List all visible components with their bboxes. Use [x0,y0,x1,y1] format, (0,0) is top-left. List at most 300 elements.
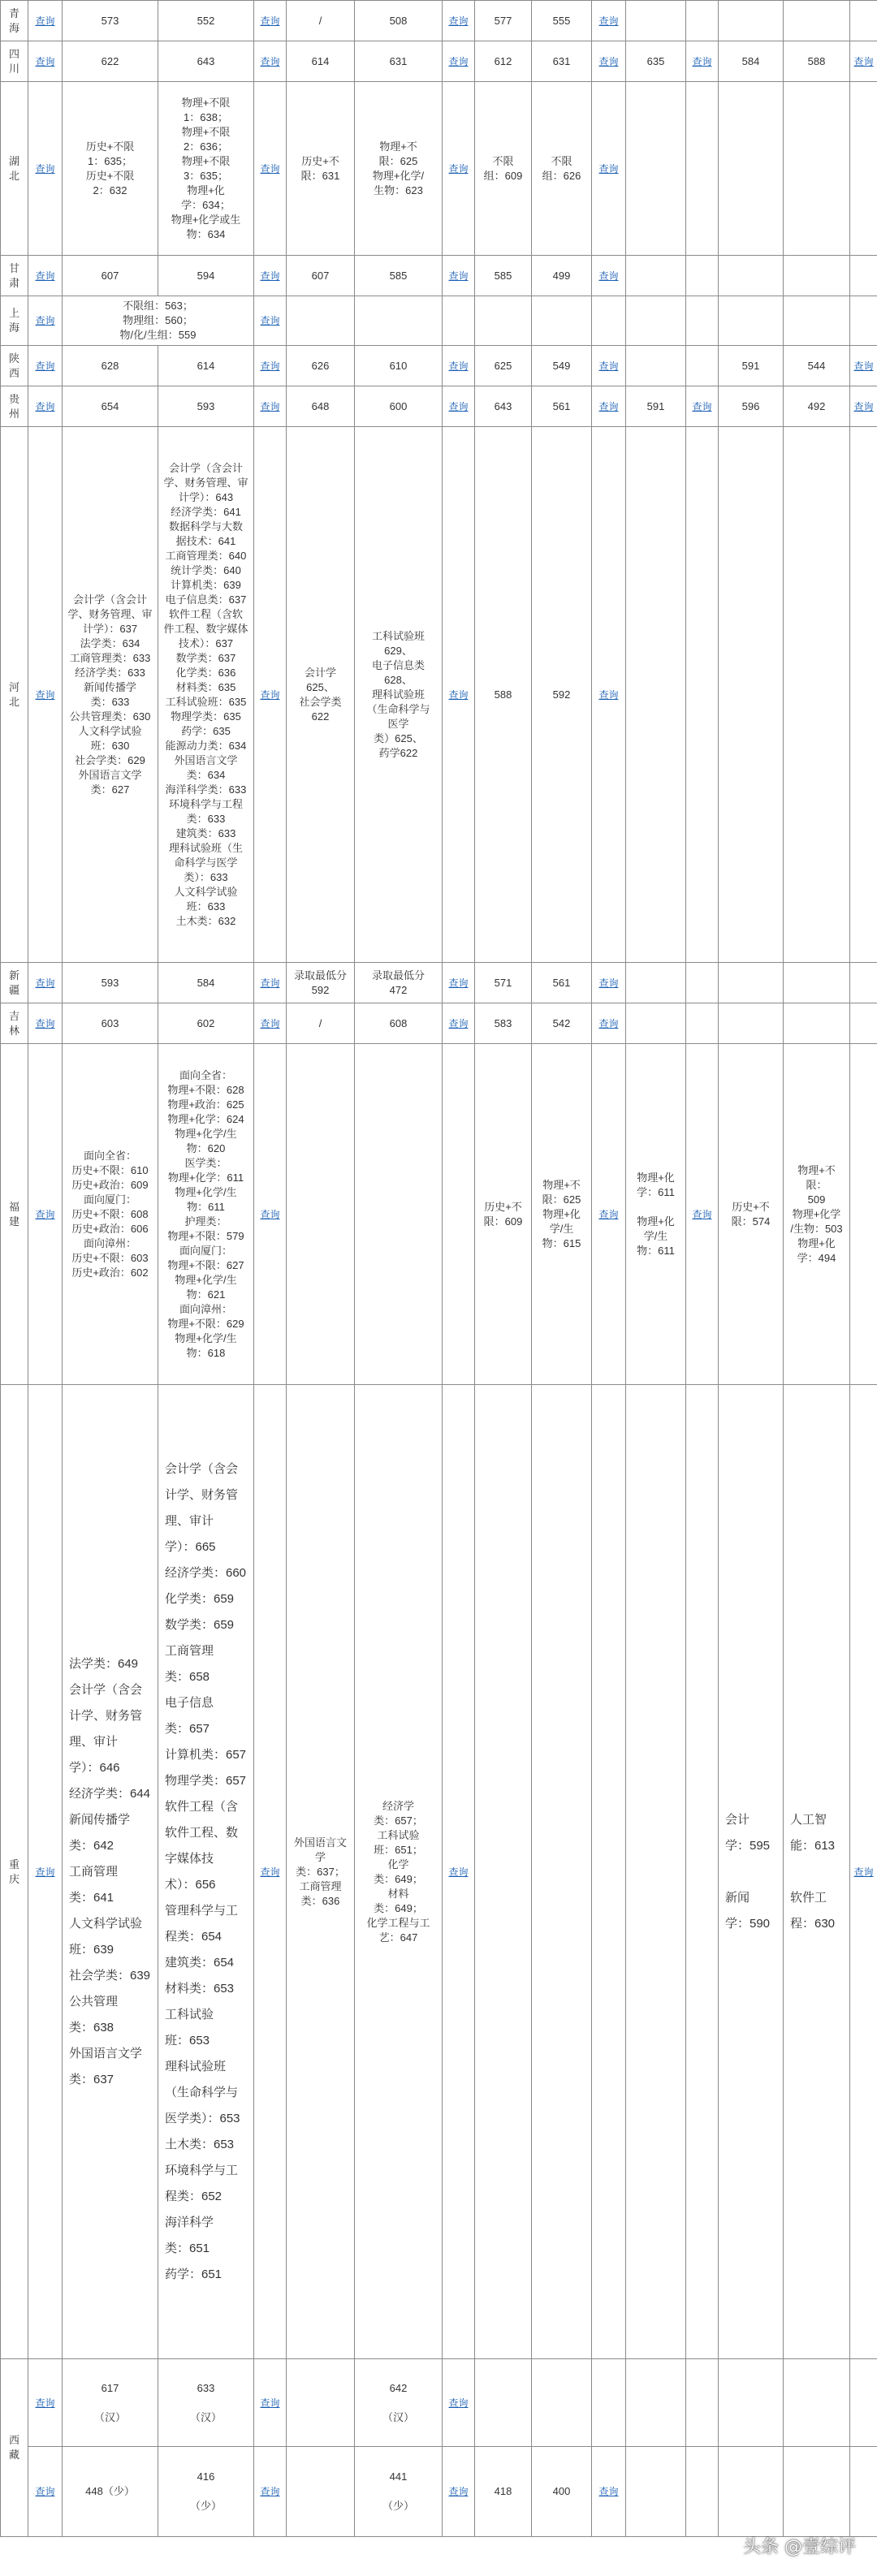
query-cell [686,1044,719,1385]
score-text: 492 [807,399,826,412]
score-cell [532,1,592,41]
score-cell [287,1044,355,1385]
score-cell [532,2359,592,2447]
query-link[interactable]: 查询 [260,55,280,67]
query-link[interactable]: 查询 [35,977,55,989]
score-text: 历史+不 限：631 [300,154,340,182]
score-cell [626,1385,686,2359]
query-link[interactable]: 查询 [260,400,280,412]
score-cell [532,1003,592,1044]
query-cell [28,963,63,1003]
query-cell [254,386,287,427]
score-cell [355,963,443,1003]
score-cell [784,41,850,82]
query-link[interactable]: 查询 [853,400,874,412]
province-name: 贵 州 [8,392,19,420]
table-row [1,296,877,346]
query-cell [850,386,877,427]
query-cell [686,386,719,427]
table-row [1,1003,877,1044]
score-cell [158,1385,254,2359]
query-link[interactable]: 查询 [35,55,55,67]
query-cell [28,2359,63,2447]
query-link[interactable]: 查询 [260,162,280,175]
table-row [1,2359,877,2447]
query-link[interactable]: 查询 [448,1017,469,1029]
score-text: 录取最低分 472 [371,969,425,996]
query-cell [28,296,63,346]
score-cell [158,963,254,1003]
table-row [1,963,877,1003]
province-cell [1,82,28,256]
score-cell [784,1385,850,2359]
query-cell [592,386,626,427]
score-cell [63,427,158,963]
score-cell [63,346,158,386]
query-cell [850,41,877,82]
query-link[interactable]: 查询 [598,688,619,701]
score-text: 不限组：563； 物理组：560； 物/化/生组：559 [119,300,197,341]
score-text: 561 [552,976,571,989]
score-cell [626,963,686,1003]
query-cell [254,296,287,346]
query-link[interactable]: 查询 [448,55,469,67]
query-link[interactable]: 查询 [260,270,280,282]
score-cell [63,296,254,346]
score-cell [475,1385,532,2359]
score-cell [63,386,158,427]
query-cell [443,386,475,427]
score-text: 物理+化 学：611 物理+化 学/生 物：611 [637,1171,675,1257]
score-text: 录取最低分 592 [293,969,347,996]
score-cell [355,41,443,82]
score-cell [287,41,355,82]
query-cell [28,427,63,963]
score-cell [686,1,719,41]
score-cell [63,256,158,296]
query-link[interactable]: 查询 [260,2486,280,2497]
score-cell [719,386,784,427]
query-link[interactable]: 查询 [35,1866,55,1878]
query-cell [443,2359,475,2447]
score-cell [719,1044,784,1385]
score-text: 614 [311,54,330,67]
empty-cell [850,296,877,346]
query-cell [592,82,626,256]
score-text: 622 [101,54,119,67]
province-name: 河 北 [8,680,19,708]
score-text: 571 [494,976,512,989]
query-cell [592,427,626,963]
score-cell [686,1003,719,1044]
score-cell [475,427,532,963]
query-link[interactable]: 查询 [692,55,712,67]
score-cell [158,1,254,41]
query-link[interactable]: 查询 [448,15,469,27]
score-cell [626,1044,686,1385]
query-link[interactable]: 查询 [448,270,469,282]
score-text: 625 [494,359,512,372]
score-text: 会计学（含会 计学、财务管 理、审计 学）：665 经济学类：660 化学类：659 数学类：659 工商管理 类：658 电子信息 类：657 计算机类：657 物理学类：657 软件工程（含 软件工程、数 字媒体技 术）：656 管理科学与工 程类：654 建筑类：654 材料类：653 工科试验 班：653 理科试验班 （生命科学与 医学类）：653 土木类：653 环境科学与工 程类：652 海洋科学 类：651 药学：651 [165,1461,247,2281]
score-text: 552 [197,14,215,27]
score-cell [63,963,158,1003]
query-link[interactable]: 查询 [260,360,280,372]
score-cell [719,963,784,1003]
query-cell [592,1044,626,1385]
query-cell [254,82,287,256]
score-cell [63,41,158,82]
query-link[interactable]: 查询 [598,162,619,175]
score-cell [784,1,850,41]
score-text: 499 [552,269,571,282]
query-link[interactable]: 查询 [448,2486,469,2497]
province-cell [1,296,28,346]
score-cell [355,82,443,256]
score-cell [686,82,719,256]
score-cell [719,1,784,41]
query-link[interactable]: 查询 [598,15,619,27]
query-cell [28,256,63,296]
score-cell [626,346,686,386]
score-text: 549 [552,359,571,372]
query-cell [28,82,63,256]
score-cell [475,82,532,256]
score-text: 人工智 能：613 软件工 程：630 [790,1812,836,1931]
score-cell [287,386,355,427]
query-cell [443,1385,475,2359]
score-cell [686,2447,719,2537]
score-cell [63,1003,158,1044]
query-cell [443,346,475,386]
query-cell [254,963,287,1003]
query-link[interactable]: 查询 [692,1208,712,1220]
score-cell [719,256,784,296]
score-text: 593 [101,976,119,989]
score-cell [626,2359,686,2447]
score-cell [850,427,877,963]
query-link[interactable]: 查询 [853,1866,874,1878]
query-link[interactable]: 查询 [598,55,619,67]
query-cell [254,2359,287,2447]
score-text: / [318,1016,322,1029]
query-link[interactable]: 查询 [598,1208,619,1220]
score-cell [719,1385,784,2359]
query-link[interactable]: 查询 [598,270,619,282]
score-text: 418 [494,2485,512,2497]
score-text: 会计学（含会计 学、财务管理、审 计学）：637 法学类：634 工商管理类：633 经济学类：633 新闻传播学 类：633 公共管理类：630 人文科学试验 班：630 社会学类：629 外国语言文学 类：627 [67,593,153,796]
score-text: 633 （汉） [189,2381,222,2423]
query-link[interactable]: 查询 [260,1017,280,1029]
query-link[interactable]: 查询 [598,360,619,372]
query-cell [592,963,626,1003]
score-text: 591 [646,399,665,412]
score-text: 607 [311,269,330,282]
query-link[interactable]: 查询 [448,977,469,989]
query-link[interactable]: 查询 [35,1017,55,1029]
score-cell [784,2359,850,2447]
province-cell [1,1003,28,1044]
score-text: 555 [552,14,571,27]
score-cell [355,346,443,386]
score-cell [532,1044,592,1385]
query-cell [254,1003,287,1044]
table-row [1,1044,877,1385]
query-link[interactable]: 查询 [448,162,469,175]
query-cell [443,256,475,296]
score-cell [63,1044,158,1385]
score-text: 585 [389,269,408,282]
query-cell [443,1003,475,1044]
score-cell [355,1003,443,1044]
query-link[interactable]: 查询 [853,360,874,372]
query-link[interactable]: 查询 [35,15,55,27]
query-link[interactable]: 查询 [598,1017,619,1029]
score-text: 会计学 625、 社会学类 622 [299,666,342,723]
empty-cell [686,296,719,346]
province-cell [1,1,28,41]
score-cell [686,2359,719,2447]
query-link[interactable]: 查询 [598,977,619,989]
score-text: 448（少） [85,2485,135,2497]
query-cell [28,1,63,41]
province-name: 西 藏 [8,2434,19,2461]
score-cell [719,1003,784,1044]
score-text: 596 [741,399,760,412]
score-cell [626,82,686,256]
query-link[interactable]: 查询 [260,688,280,701]
query-link[interactable]: 查询 [692,400,712,412]
score-cell [158,82,254,256]
score-cell [784,2447,850,2537]
score-text: 历史+不限 1：635； 历史+不限 2：632 [85,140,135,196]
score-cell [686,427,719,963]
query-link[interactable]: 查询 [853,55,874,67]
score-text: 物理+不限 1：638； 物理+不限 2：636； 物理+不限 3：635； 物理+化 学：634； 物理+化学或生 物：634 [171,96,241,240]
score-cell [532,41,592,82]
score-text: 654 [101,399,119,412]
score-cell [287,1385,355,2359]
query-link[interactable]: 查询 [35,162,55,175]
score-text: 593 [197,399,215,412]
query-link[interactable]: 查询 [260,315,280,326]
query-link[interactable]: 查询 [260,977,280,989]
province-cell [1,1044,28,1385]
query-link[interactable]: 查询 [448,1866,469,1878]
query-cell [592,1,626,41]
score-cell [784,256,850,296]
province-cell [1,41,28,82]
query-link[interactable]: 查询 [35,315,55,326]
score-text: 不限 组：626 [542,154,581,182]
query-link[interactable]: 查询 [35,688,55,701]
score-cell [158,41,254,82]
score-text: 584 [741,54,760,67]
score-cell [355,1044,443,1385]
score-cell [158,256,254,296]
score-cell [719,82,784,256]
score-cell [784,1003,850,1044]
score-cell [784,82,850,256]
score-text: 物理+不 限：625 物理+化学/ 生物：623 [372,140,425,196]
query-link[interactable]: 查询 [260,15,280,27]
query-cell [592,1003,626,1044]
score-cell [784,963,850,1003]
score-cell [355,2447,443,2537]
score-cell [475,2359,532,2447]
query-cell [254,256,287,296]
query-link[interactable]: 查询 [598,400,619,412]
score-cell [626,1003,686,1044]
score-text: 外国语言文 学 类：637； 工商管理 类：636 [293,1836,347,1907]
query-cell [592,346,626,386]
query-cell [254,1,287,41]
query-cell [443,2447,475,2537]
query-link[interactable]: 查询 [598,2486,619,2497]
province-cell [1,1385,28,2359]
province-name: 新 疆 [8,969,19,996]
score-cell [850,1,877,41]
province-name: 甘 肃 [8,261,19,289]
score-text: 614 [197,359,215,372]
score-text: 416 （少） [189,2470,222,2512]
empty-cell [592,296,626,346]
score-cell [532,427,592,963]
table-row [1,256,877,296]
score-cell [287,427,355,963]
table-row [1,1,877,41]
score-text: 面向全省： 历史+不限：610 历史+政治：609 面向厦门： 历史+不限：608 历史+政治：606 面向漳州： 历史+不限：603 历史+政治：602 [71,1149,149,1279]
query-link[interactable]: 查询 [35,360,55,372]
score-cell [158,1003,254,1044]
score-cell [158,386,254,427]
query-link[interactable]: 查询 [260,1866,280,1878]
score-cell [850,2447,877,2537]
table-row [1,41,877,82]
score-cell [287,2447,355,2537]
score-cell [626,386,686,427]
query-link[interactable]: 查询 [448,360,469,372]
table-row [1,346,877,386]
score-text: 历史+不 限：609 [483,1200,523,1228]
score-text: 573 [101,14,119,27]
score-text: 628 [101,359,119,372]
score-cell [287,256,355,296]
query-link[interactable]: 查询 [35,2486,55,2497]
score-text: 592 [552,688,571,701]
score-cell [532,963,592,1003]
score-text: 626 [311,359,330,372]
score-cell [626,41,686,82]
score-text: 642 （汉） [382,2381,414,2423]
empty-cell [355,296,443,346]
score-cell [475,1003,532,1044]
province-cell [1,386,28,427]
score-cell [287,1003,355,1044]
query-link[interactable]: 查询 [448,400,469,412]
score-text: 工科试验班 629、 电子信息类 628、 理科试验班 （生命科学与 医学 类）625、 药学622 [366,629,430,759]
score-cell [686,1385,719,2359]
score-text: 面向全省： 物理+不限：628 物理+政治：625 物理+化学：624 物理+化学/生 物：620 医学类： 物理+化学：611 物理+化学/生 物：611 护理类： 物理+不限：579 面向厦门： 物理+不限：627 物理+化学/生 物：621 面向漳州： 物理+不限：629 物理+化学/生 物：618 [167,1068,244,1359]
province-name: 四 川 [8,47,19,75]
score-cell [719,2359,784,2447]
score-cell [626,1,686,41]
score-text: 历史+不 限：574 [731,1200,771,1228]
score-cell [532,346,592,386]
query-link[interactable]: 查询 [448,2397,469,2409]
table-row [1,2447,877,2537]
query-cell [28,1385,63,2359]
score-cell [475,963,532,1003]
score-cell [626,256,686,296]
query-link[interactable]: 查询 [35,1208,55,1220]
score-text: 643 [494,399,512,412]
score-cell [63,2447,158,2537]
table-row [1,82,877,256]
query-cell [254,41,287,82]
score-text: 643 [197,54,215,67]
score-cell [443,1044,475,1385]
empty-cell [626,296,686,346]
score-cell [850,2359,877,2447]
query-link[interactable]: 查询 [35,270,55,282]
score-cell [475,256,532,296]
score-cell [532,1385,592,2359]
score-text: 508 [389,14,408,27]
score-cell [475,1044,532,1385]
score-cell [355,1,443,41]
query-link[interactable]: 查询 [260,2397,280,2409]
query-cell [686,41,719,82]
province-cell [1,256,28,296]
empty-cell [784,296,850,346]
table-row [1,427,877,963]
empty-cell [287,296,355,346]
query-link[interactable]: 查询 [260,1208,280,1220]
score-cell [63,2359,158,2447]
query-cell [443,41,475,82]
score-cell [719,41,784,82]
empty-cell [443,296,475,346]
score-text: 610 [389,359,408,372]
province-name: 福 建 [8,1200,19,1228]
query-link[interactable]: 查询 [448,688,469,701]
query-link[interactable]: 查询 [35,2397,55,2409]
query-cell [443,427,475,963]
empty-cell [475,296,532,346]
score-text: 608 [389,1016,408,1029]
score-cell [63,82,158,256]
score-cell [355,2359,443,2447]
score-cell [784,346,850,386]
score-cell [784,1044,850,1385]
province-cell [1,346,28,386]
province-name: 湖 北 [8,154,19,182]
query-cell [254,1044,287,1385]
score-cell [719,427,784,963]
score-cell [532,2447,592,2537]
score-cell [158,2447,254,2537]
query-cell [443,963,475,1003]
score-text: 594 [197,269,215,282]
query-link[interactable]: 查询 [35,400,55,412]
score-text: 584 [197,976,215,989]
score-cell [532,256,592,296]
score-cell [532,386,592,427]
query-cell [443,1,475,41]
score-text: 会计 学：595 新闻 学：590 [725,1812,771,1931]
score-text: 585 [494,269,512,282]
score-cell [355,256,443,296]
